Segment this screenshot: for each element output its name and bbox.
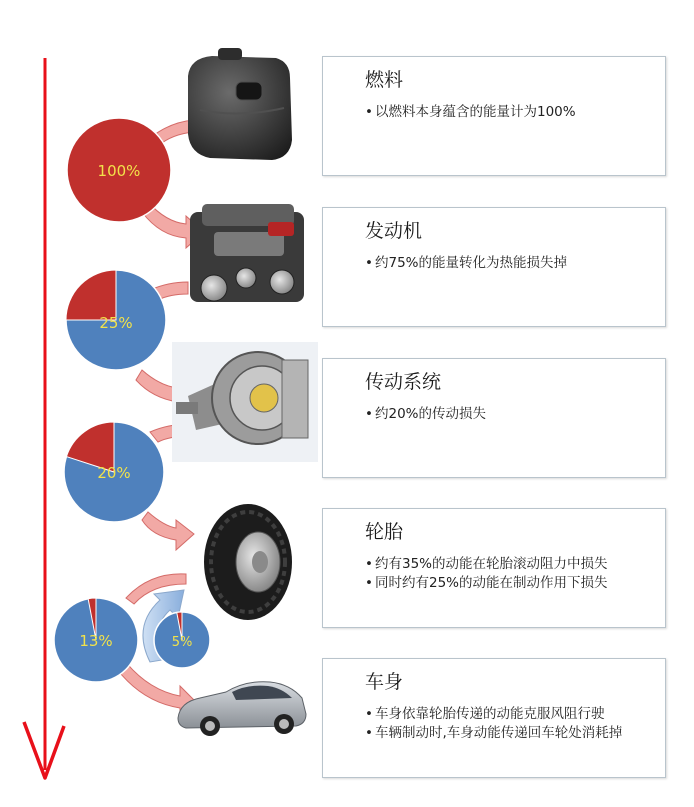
flow-axis-arrow xyxy=(24,58,64,778)
tire-icon xyxy=(204,504,292,620)
pie-slice-red xyxy=(66,270,116,320)
stage-bullets xyxy=(365,104,655,121)
bullet-item: • 约有35%的动能在轮胎滚动阻力中损失 xyxy=(365,556,655,573)
stage-box-engine xyxy=(322,207,666,327)
stage-title: 轮胎 xyxy=(365,521,404,543)
pie-recovery xyxy=(154,612,210,668)
stage-title: 传动系统 xyxy=(365,371,442,393)
car-icon xyxy=(178,682,306,736)
pie-percent-label: 13% xyxy=(79,632,113,650)
fuel-tank-icon xyxy=(188,48,292,160)
pie-percent-label: 5% xyxy=(171,635,193,650)
transmission-icon xyxy=(172,342,318,462)
pie-fuel xyxy=(67,118,171,222)
pie-percent-label: 100% xyxy=(97,162,141,180)
pie-transmission xyxy=(64,422,164,522)
bullet-item: • 同时约有25%的动能在制动作用下损失 xyxy=(365,575,655,592)
connector-trans-tire xyxy=(142,512,194,550)
stage-bullets xyxy=(365,255,655,272)
stage-box-fuel xyxy=(322,56,666,176)
bullet-item: • 约75%的能量转化为热能损失掉 xyxy=(365,255,655,272)
stage-box-transmission xyxy=(322,358,666,478)
bullet-item: • 以燃料本身蕴含的能量计为100% xyxy=(365,104,655,121)
bullet-item: • 车身依靠轮胎传递的动能克服风阻行驶 xyxy=(365,706,655,723)
pie-percent-label: 25% xyxy=(99,314,133,332)
stage-title: 车身 xyxy=(365,671,404,693)
stage-bullets xyxy=(365,406,655,423)
stage-box-tire xyxy=(322,508,666,628)
pie-engine xyxy=(66,270,166,370)
bullet-item: • 车辆制动时,车身动能传递回车轮处消耗掉 xyxy=(365,725,655,742)
stage-title: 发动机 xyxy=(365,220,423,242)
pie-tire xyxy=(54,598,138,682)
engine-icon xyxy=(190,204,304,302)
pie-percent-label: 20% xyxy=(97,464,131,482)
bullet-item: • 约20%的传动损失 xyxy=(365,406,655,423)
stage-title: 燃料 xyxy=(365,69,404,91)
stage-box-body xyxy=(322,658,666,778)
stage-bullets xyxy=(365,706,655,742)
stage-bullets xyxy=(365,556,655,592)
